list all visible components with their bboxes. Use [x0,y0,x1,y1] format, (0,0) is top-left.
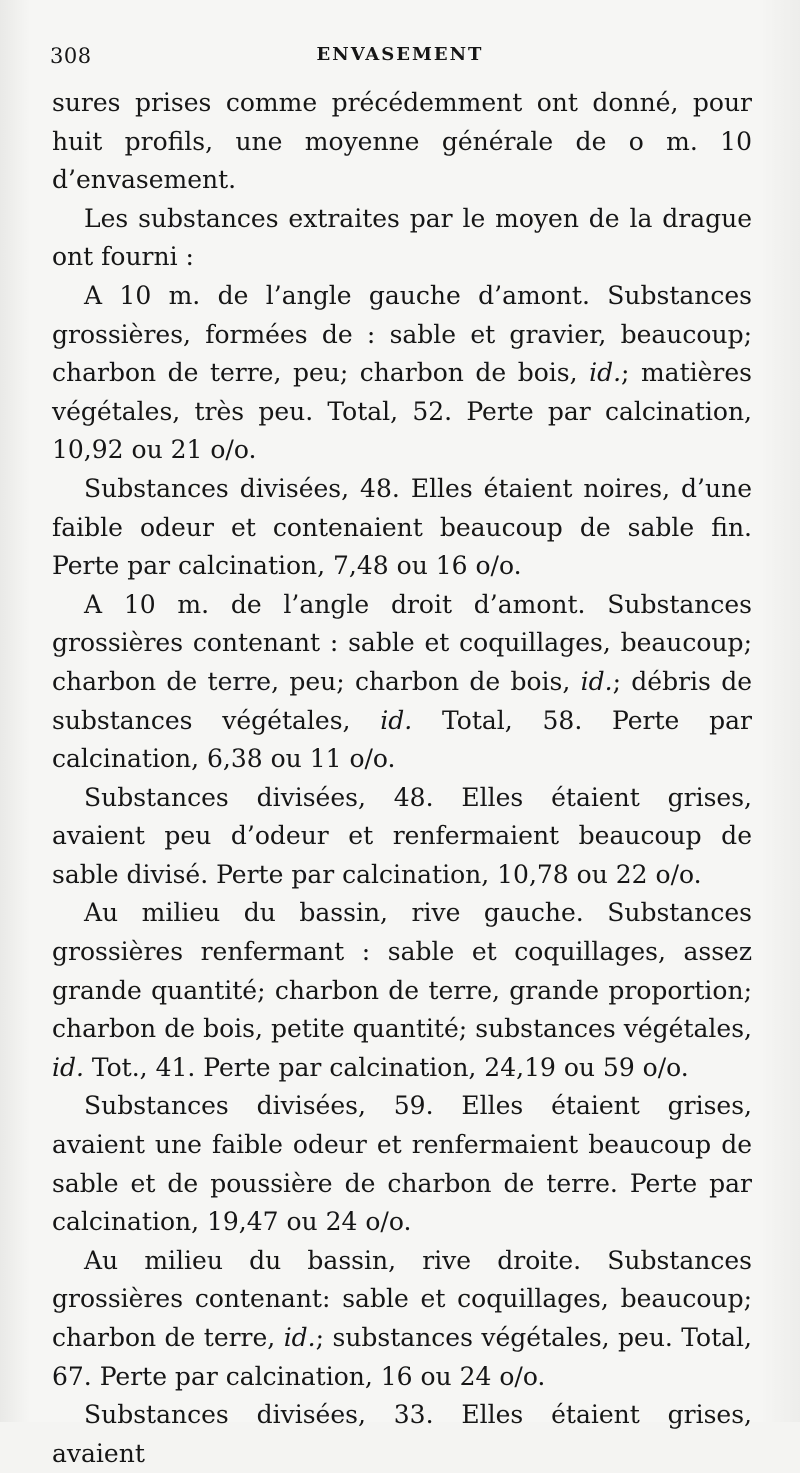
paragraph: Au milieu du bassin, rive droite. Substances grossières contenant: sable et coquillages, beaucoup; charbon de terre, id.; substances végétales, peu. Total, 67. Perte par calcination, 16 ou 24 o/o. [52,1245,752,1391]
page-number: 308 [50,44,92,68]
running-title: ENVASEMENT [316,44,484,65]
paragraph: sures prises comme précédemment ont donné, pour huit profils, une moyenne générale de o m. 10 d’envasement. [52,88,752,195]
paragraph: A 10 m. de l’angle droit d’amont. Substances grossières contenant : sable et coquillages, beaucoup; charbon de terre, peu; charbon de bois, id.; débris de substances végétales, id. Total, 58. Perte par calcination, 6,38 ou 11 o/o. [52,589,752,774]
paragraph: Au milieu du bassin, rive gauche. Substances grossières renfermant : sable et coquillages, assez grande quantité; charbon de terre, grande proportion; charbon de bois, petite quantité; substances végétales, id. Tot., 41. Perte par calcination, 24,19 ou 59 o/o. [52,898,752,1082]
paragraph: Substances divisées, 33. Elles étaient grises, avaient [52,1400,752,1468]
paragraph: Substances divisées, 48. Elles étaient noires, d’une faible odeur et contenaient beaucoup de sable fin. Perte par calcination, 7,48 ou 16 o/o. [52,473,752,581]
paragraph: Substances divisées, 48. Elles étaient grises, avaient peu d’odeur et renfermaient beaucoup de sable divisé. Perte par calcination, 10,78 ou 22 o/o. [52,782,752,889]
page-body [52,84,752,1473]
paragraph: Les substances extraites par le moyen de la drague ont fourni : [52,203,752,272]
paragraph: Substances divisées, 59. Elles étaient grises, avaient une faible odeur et renfermaient beaucoup de sable et de poussière de charbon de terre. Perte par calcination, 19,47 ou 24 o/o. [52,1091,752,1237]
page-header [0,44,800,78]
paragraph: A 10 m. de l’angle gauche d’amont. Substances grossières, formées de : sable et gravier, beaucoup; charbon de terre, peu; charbon de bois, id.; matières végétales, très peu. Total, 52. Perte par calcination, 10,92 ou 21 o/o. [52,280,752,465]
